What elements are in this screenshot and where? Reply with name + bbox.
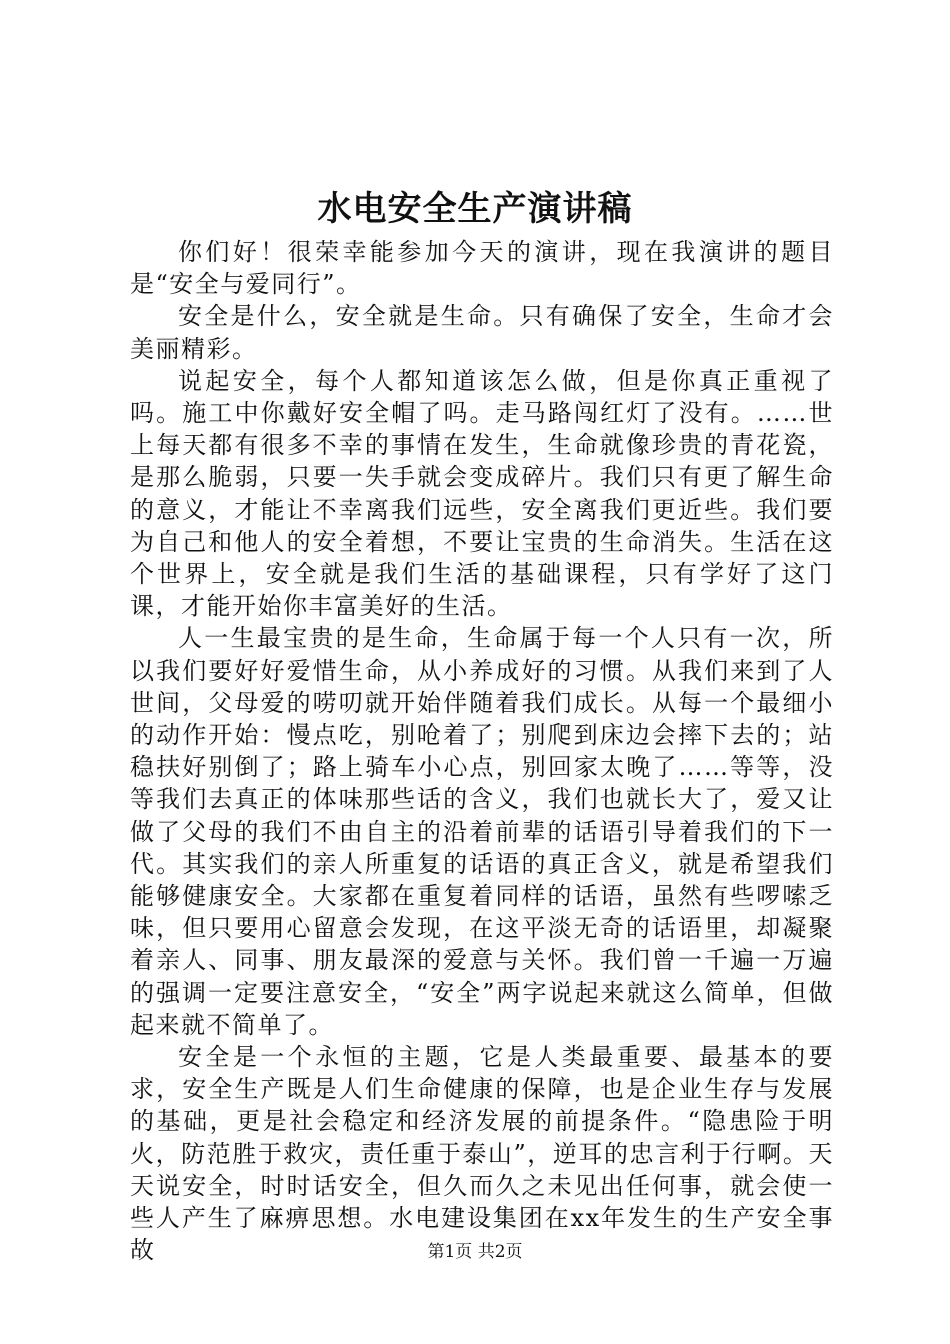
page-number-footer: 第1页 共2页 — [427, 1242, 523, 1262]
document-body — [130, 236, 834, 1267]
document-title: 水电安全生产演讲稿 — [317, 189, 633, 229]
paragraph-2: 安全是什么，安全就是生命。只有确保了安全，生命才会美丽精彩。 — [130, 302, 834, 363]
paragraph-4: 人一生最宝贵的是生命，生命属于每一个人只有一次，所以我们要好好爱惜生命，从小养成好的习惯。从我们来到了人世间，父母爱的唠叨就开始伴随着我们成长。从每一个最细小的动作开始：慢点吃，别呛着了；别爬到床边会摔下去的；站稳扶好别倒了；路上骑车小心点，别回家太晚了……等等，没等我们去真正的体味那些话的含义，我们也就长大了，爱又让做了父母的我们不由自主的沿着前辈的话语引导着我们的下一代。其实我们的亲人所重复的话语的真正含义，就是希望我们能够健康安全。大家都在重复着同样的话语，虽然有些啰嗦乏味，但只要用心留意会发现，在这平淡无奇的话语里，却凝聚着亲人、同事、朋友最深的爱意与关怀。我们曾一千遍一万遍的强调一定要注意安全，“安全”两字说起来就这么简单，但做起来就不简单了。 — [130, 624, 834, 1039]
paragraph-5: 安全是一个永恒的主题，它是人类最重要、最基本的要求，安全生产既是人们生命健康的保障，也是企业生存与发展的基础，更是社会稳定和经济发展的前提条件。“隐患险于明火，防范胜于救灾，责任重于泰山”，逆耳的忠言利于行啊。天天说安全，时时话安全，但久而久之未见出任何事，就会使一些人产生了麻痹思想。水电建设集团在xx年发生的生产安全事故 — [130, 1043, 834, 1265]
paragraph-3: 说起安全，每个人都知道该怎么做，但是你真正重视了吗。施工中你戴好安全帽了吗。走马路闯红灯了没有。……世上每天都有很多不幸的事情在发生，生命就像珍贵的青花瓷，是那么脆弱，只要一失手就会变成碎片。我们只有更了解生命的意义，才能让不幸离我们远些，安全离我们更近些。我们要为自己和他人的安全着想，不要让宝贵的生命消失。生活在这个世界上，安全就是我们生活的基础课程，只有学好了这门课，才能开始你丰富美好的生活。 — [130, 366, 834, 621]
paragraph-1: 你们好！很荣幸能参加今天的演讲，现在我演讲的题目是“安全与爱同行”。 — [130, 238, 834, 299]
